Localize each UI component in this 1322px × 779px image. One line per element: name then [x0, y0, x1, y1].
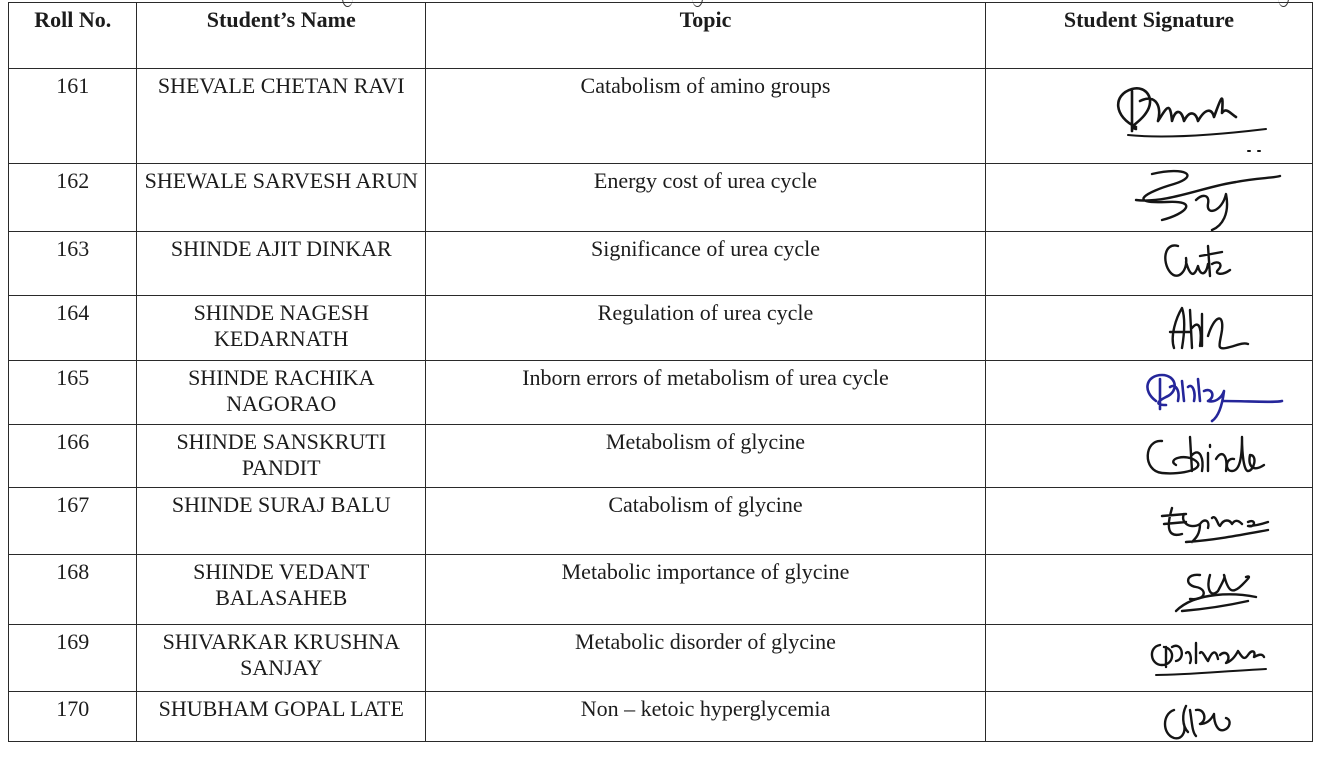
handwritten-signature — [986, 625, 1284, 692]
header-row — [9, 3, 1313, 69]
topic: Metabolism of glycine — [426, 425, 986, 488]
signature-cell — [985, 625, 1312, 692]
topic: Regulation of urea cycle — [426, 296, 986, 361]
signature-cell — [985, 232, 1312, 296]
table-body — [9, 69, 1313, 742]
handwritten-signature — [986, 296, 1284, 361]
topic: Non – ketoic hyperglycemia — [426, 692, 986, 742]
roll-number: 164 — [9, 296, 137, 361]
table-row — [9, 296, 1313, 361]
signature-cell — [985, 361, 1312, 425]
header-topic: Topic — [426, 3, 986, 69]
student-name: SHUBHAM GOPAL LATE — [137, 692, 426, 742]
topic: Inborn errors of metabolism of urea cycle — [426, 361, 986, 425]
topic: Catabolism of glycine — [426, 488, 986, 555]
roll-number: 169 — [9, 625, 137, 692]
topic: Catabolism of amino groups — [426, 69, 986, 164]
handwritten-signature — [986, 488, 1284, 555]
table-row — [9, 361, 1313, 425]
student-topic-table — [8, 2, 1313, 742]
table-row — [9, 692, 1313, 742]
table-row — [9, 164, 1313, 232]
table-header — [9, 3, 1313, 69]
header-student-signature: Student Signature — [985, 3, 1312, 69]
student-name: SHEWALE SARVESH ARUN — [137, 164, 426, 232]
roll-number: 163 — [9, 232, 137, 296]
handwritten-signature — [986, 232, 1284, 296]
roll-number: 161 — [9, 69, 137, 164]
student-name: SHINDE SANSKRUTI PANDIT — [137, 425, 426, 488]
signature-cell — [985, 296, 1312, 361]
table-row — [9, 232, 1313, 296]
topic: Metabolic importance of glycine — [426, 555, 986, 625]
student-name: SHINDE AJIT DINKAR — [137, 232, 426, 296]
roll-number: 167 — [9, 488, 137, 555]
signature-cell — [985, 555, 1312, 625]
table-row — [9, 625, 1313, 692]
roll-number: 166 — [9, 425, 137, 488]
student-name: SHINDE SURAJ BALU — [137, 488, 426, 555]
signature-cell — [985, 164, 1312, 232]
header-roll-no: Roll No. — [9, 3, 137, 69]
topic: Energy cost of urea cycle — [426, 164, 986, 232]
header-student-name: Student’s Name — [137, 3, 426, 69]
student-name: SHINDE RACHIKA NAGORAO — [137, 361, 426, 425]
roll-number: 170 — [9, 692, 137, 742]
topic: Metabolic disorder of glycine — [426, 625, 986, 692]
handwritten-signature — [986, 692, 1284, 742]
table-row — [9, 488, 1313, 555]
handwritten-signature — [986, 555, 1284, 625]
student-name: SHIVARKAR KRUSHNA SANJAY — [137, 625, 426, 692]
handwritten-signature — [986, 425, 1284, 488]
table-row — [9, 69, 1313, 164]
signature-cell — [985, 69, 1312, 164]
table-row — [9, 555, 1313, 625]
table-row — [9, 425, 1313, 488]
signature-cell — [985, 488, 1312, 555]
signature-cell — [985, 692, 1312, 742]
handwritten-signature — [986, 69, 1284, 164]
signature-cell — [985, 425, 1312, 488]
student-name: SHEVALE CHETAN RAVI — [137, 69, 426, 164]
topic: Significance of urea cycle — [426, 232, 986, 296]
roll-number: 165 — [9, 361, 137, 425]
student-name: SHINDE VEDANT BALASAHEB — [137, 555, 426, 625]
handwritten-signature — [986, 164, 1284, 232]
roll-number: 168 — [9, 555, 137, 625]
student-name: SHINDE NAGESH KEDARNATH — [137, 296, 426, 361]
roll-number: 162 — [9, 164, 137, 232]
handwritten-signature — [986, 361, 1284, 425]
